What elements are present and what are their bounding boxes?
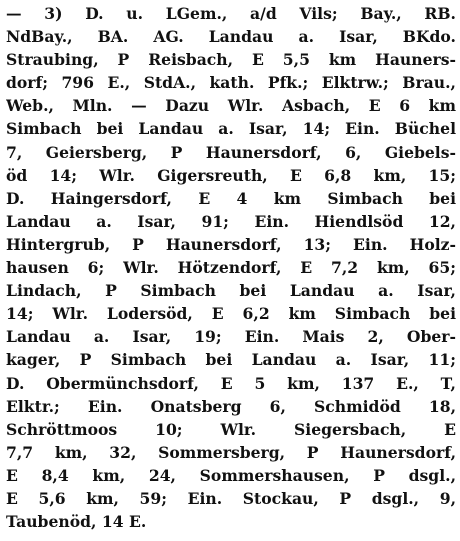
entry-line: Schröttmoos 10; Wlr. Siegersbach, E bbox=[6, 419, 456, 439]
gazetteer-entry bbox=[6, 2, 456, 533]
entry-line: Simbach bei Landau a. Isar, 14; Ein. Büchel bbox=[6, 119, 456, 139]
entry-line: Straubing, P Reisbach, E 5,5 km Hauners- bbox=[6, 50, 456, 70]
entry-line: E 5,6 km, 59; Ein. Stockau, P dsgl., 9, bbox=[6, 488, 456, 508]
entry-line: D. Obermünchsdorf, E 5 km, 137 E., T, bbox=[6, 373, 456, 393]
entry-line: öd 14; Wlr. Gigersreuth, E 6,8 km, 15; bbox=[6, 165, 456, 185]
entry-line: Elktr.; Ein. Onatsberg 6, Schmidöd 18, bbox=[6, 396, 456, 416]
entry-line: 7,7 km, 32, Sommersberg, P Haunersdorf, bbox=[6, 442, 456, 462]
entry-line: Lindach, P Simbach bei Landau a. Isar, bbox=[6, 281, 456, 301]
entry-line: NdBay., BA. AG. Landau a. Isar, BKdo. bbox=[6, 27, 456, 47]
entry-line: D. Haingersdorf, E 4 km Simbach bei bbox=[6, 188, 456, 208]
entry-line: Web., Mln. — Dazu Wlr. Asbach, E 6 km bbox=[6, 96, 456, 116]
entry-line: Hintergrub, P Haunersdorf, 13; Ein. Holz- bbox=[6, 234, 456, 254]
entry-line: Landau a. Isar, 19; Ein. Mais 2, Ober- bbox=[6, 327, 456, 347]
entry-line: E 8,4 km, 24, Sommershausen, P dsgl., bbox=[6, 465, 456, 485]
entry-line-last: Taubenöd, 14 E. bbox=[6, 512, 147, 532]
entry-line: kager, P Simbach bei Landau a. Isar, 11; bbox=[6, 350, 456, 370]
entry-line: Landau a. Isar, 91; Ein. Hiendlsöd 12, bbox=[6, 211, 456, 231]
entry-line: hausen 6; Wlr. Hötzendorf, E 7,2 km, 65; bbox=[6, 258, 456, 278]
entry-line: 14; Wlr. Lodersöd, E 6,2 km Simbach bei bbox=[6, 304, 456, 324]
entry-line: 7, Geiersberg, P Haunersdorf, 6, Giebels- bbox=[6, 142, 456, 162]
entry-line: dorf; 796 E., StdA., kath. Pfk.; Elktrw.; Brau., bbox=[6, 73, 456, 93]
entry-line: — 3) D. u. LGem., a/d Vils; Bay., RB. bbox=[6, 4, 456, 23]
